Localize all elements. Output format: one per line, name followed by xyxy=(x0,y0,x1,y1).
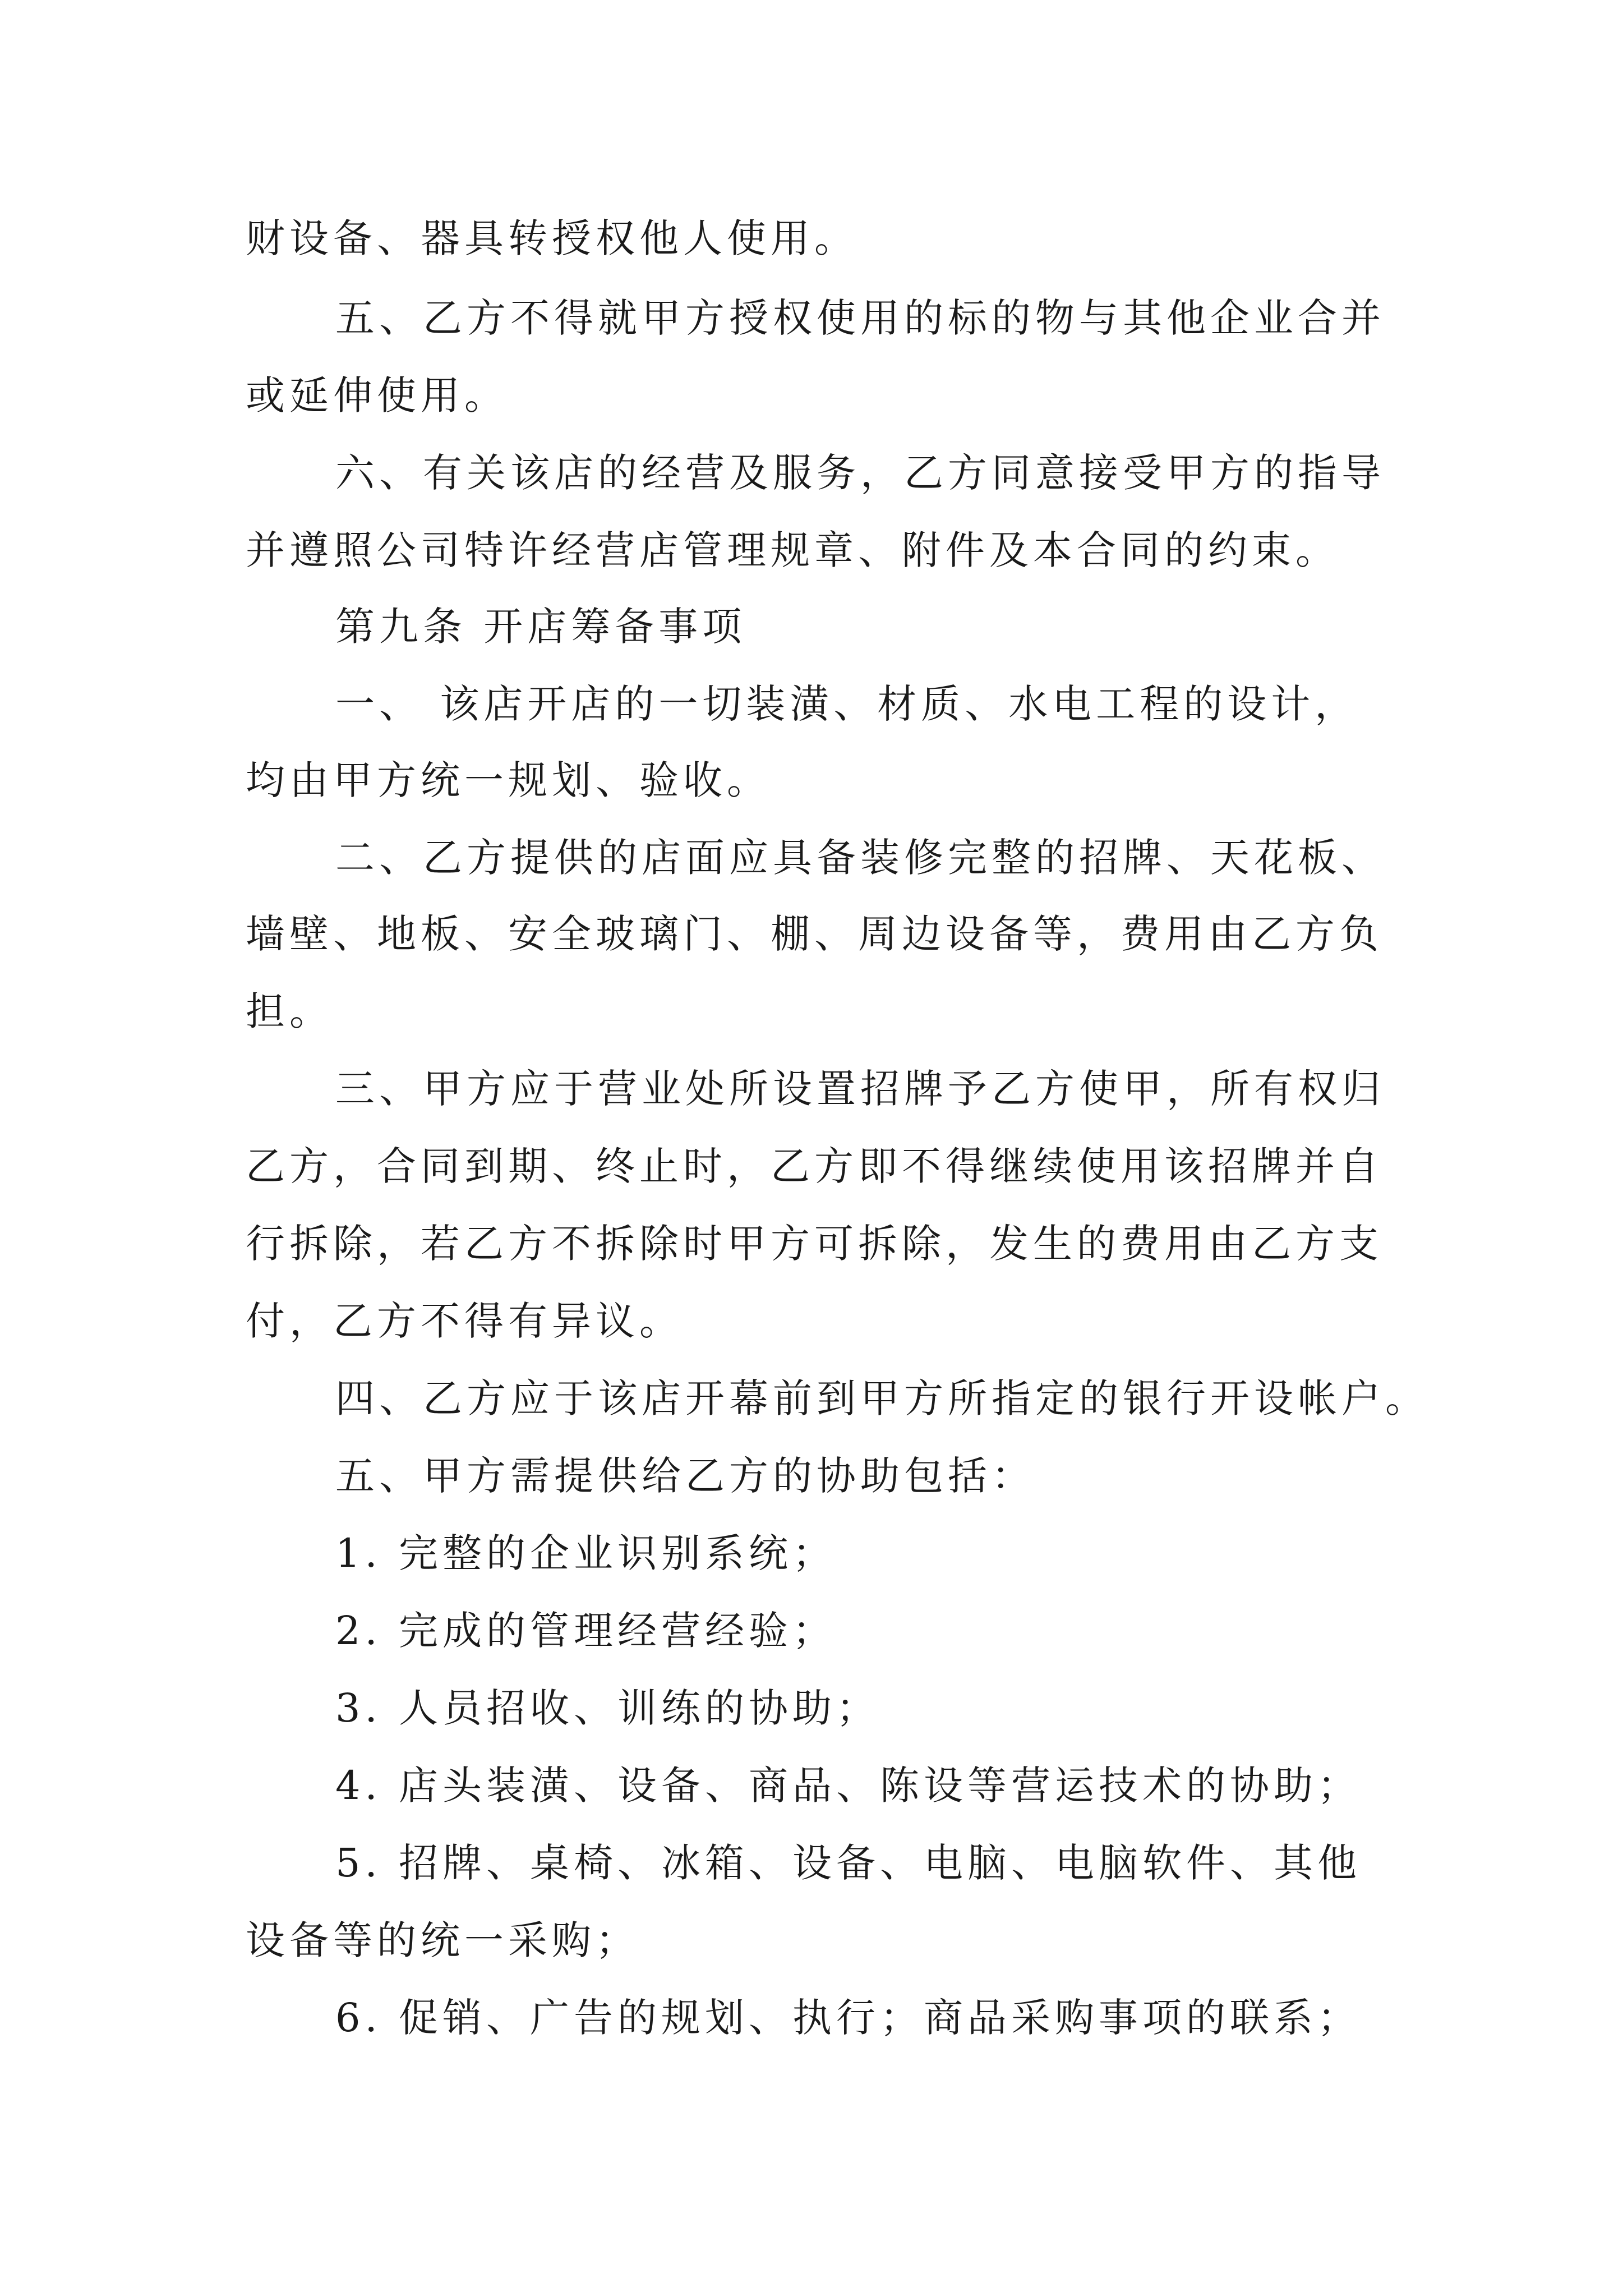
text-line: 五、乙方不得就甲方授权使用的标的物与其他企业合并 xyxy=(335,295,1385,341)
text-line: 乙方，合同到期、终止时，乙方即不得继续使用该招牌并自 xyxy=(246,1143,1383,1189)
list-item: 6. 促销、广告的规划、执行；商品采购事项的联系； xyxy=(335,1995,1362,2041)
section-heading: 第九条 开店筹备事项 xyxy=(335,604,746,650)
text-line: 或延伸使用。 xyxy=(246,372,508,418)
list-item: 3. 人员招收、训练的协助； xyxy=(335,1685,880,1731)
text-line: 并遵照公司特许经营店管理规章、附件及本合同的约束。 xyxy=(246,527,1339,573)
text-line: 行拆除，若乙方不拆除时甲方可拆除，发生的费用由乙方支 xyxy=(246,1221,1383,1267)
text-line: 六、有关该店的经营及服务，乙方同意接受甲方的指导 xyxy=(335,450,1385,496)
text-line: 五、甲方需提供给乙方的协助包括： xyxy=(335,1453,1035,1499)
list-item: 4. 店头装潢、设备、商品、陈设等营运技术的协助； xyxy=(335,1763,1362,1809)
text-line: 墙壁、地板、安全玻璃门、棚、周边设备等，费用由乙方负 xyxy=(246,911,1383,957)
text-line: 三、甲方应于营业处所设置招牌予乙方使甲，所有权归 xyxy=(335,1066,1385,1112)
text-line: 二、乙方提供的店面应具备装修完整的招牌、天花板、 xyxy=(335,835,1385,881)
list-item: 1. 完整的企业识别系统； xyxy=(335,1530,837,1576)
text-line: 财设备、器具转授权他人使用。 xyxy=(246,215,858,261)
text-line: 一、 该店开店的一切装潢、材质、水电工程的设计， xyxy=(335,681,1359,727)
text-line: 付，乙方不得有异议。 xyxy=(246,1298,683,1344)
list-item: 5. 招牌、桌椅、冰箱、设备、电脑、电脑软件、其他 xyxy=(335,1840,1362,1886)
text-line: 均由甲方统一规划、验收。 xyxy=(246,757,771,803)
text-line: 四、乙方应于该店开幕前到甲方所指定的银行开设帐户。 xyxy=(335,1375,1429,1421)
text-line: 担。 xyxy=(246,988,333,1034)
list-item: 2. 完成的管理经营经验； xyxy=(335,1608,837,1654)
text-line: 设备等的统一采购； xyxy=(246,1917,639,1963)
